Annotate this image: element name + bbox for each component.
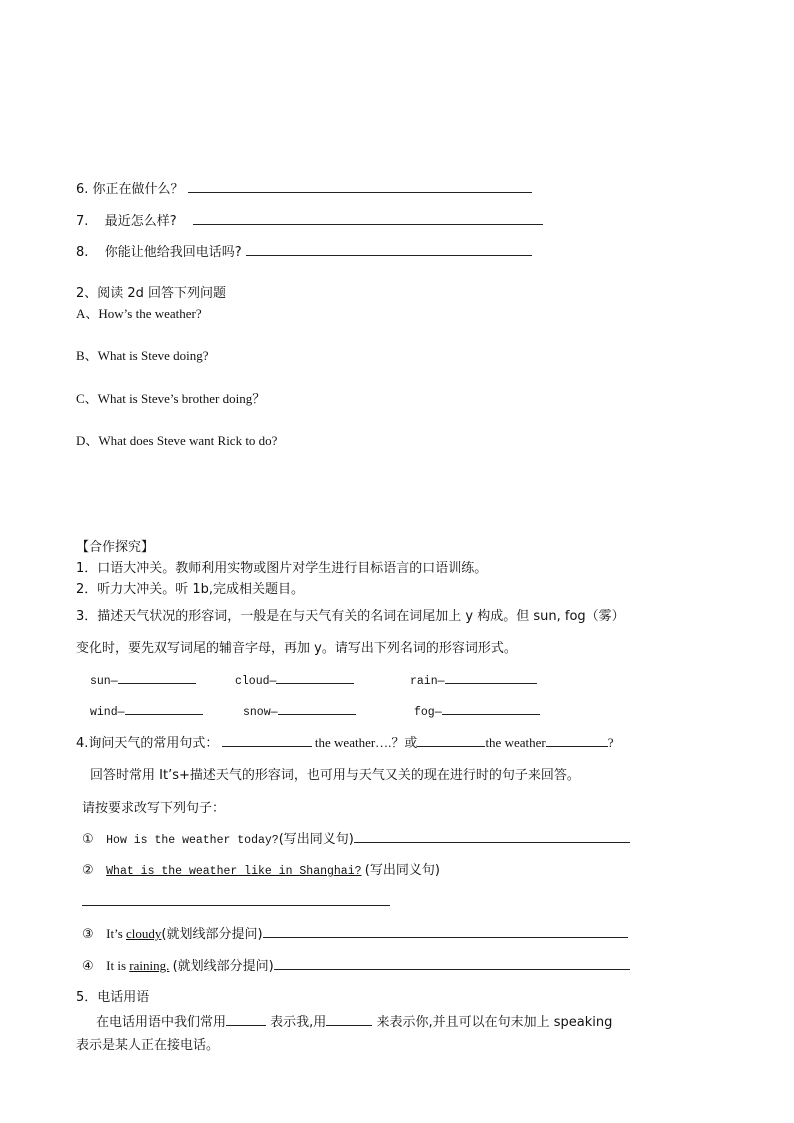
word-fog-blank[interactable] bbox=[442, 701, 540, 715]
word-snow bbox=[243, 701, 356, 719]
rewrite-3 bbox=[82, 923, 628, 942]
item-4-instruction: 请按要求改写下列句子： bbox=[82, 801, 226, 816]
explore-item-3-line-2: 变化时，要先双写词尾的辅音字母，再加 y。请写出下列名词的形容词形式。 bbox=[76, 641, 517, 656]
question-8-number: 8. bbox=[76, 245, 89, 260]
word-rain bbox=[410, 670, 537, 688]
word-snow-label: snow— bbox=[243, 706, 278, 719]
item-4-blank-2[interactable] bbox=[417, 733, 485, 747]
question-7 bbox=[76, 210, 543, 229]
item-4-mid-2: the weather bbox=[485, 735, 546, 750]
section-title: 【合作探究】 bbox=[76, 540, 155, 555]
word-wind-label: wind— bbox=[90, 706, 125, 719]
item-4-mid-1: the weather….？或 bbox=[314, 735, 418, 750]
answer-blank-8[interactable] bbox=[246, 242, 532, 256]
rewrite-1 bbox=[82, 828, 630, 847]
word-rain-blank[interactable] bbox=[445, 670, 537, 684]
question-6 bbox=[76, 178, 532, 197]
word-sun-label: sun— bbox=[90, 675, 118, 688]
item-4-blank-1[interactable] bbox=[222, 733, 312, 747]
rewrite-4-prefix: It is bbox=[106, 958, 127, 973]
rewrite-1-sentence: How is the weather today? bbox=[106, 834, 279, 847]
rewrite-3-blank[interactable] bbox=[263, 924, 628, 938]
rewrite-4-underlined: raining. bbox=[129, 958, 170, 973]
reading-question-d: D、What does Steve want Rick to do? bbox=[76, 433, 278, 448]
question-6-text: 你正在做什么？ bbox=[92, 182, 184, 197]
rewrite-4 bbox=[82, 955, 630, 974]
rewrite-1-number: ① bbox=[82, 832, 94, 847]
rewrite-2-instruction: (写出同义句) bbox=[364, 863, 440, 878]
item-5-text-a: 在电话用语中我们常用 bbox=[96, 1015, 227, 1030]
rewrite-4-instruction: (就划线部分提问) bbox=[172, 959, 274, 974]
reading-question-b: B、What is Steve doing? bbox=[76, 348, 209, 363]
item-5-blank-1[interactable] bbox=[226, 1012, 266, 1026]
explore-item-4 bbox=[76, 732, 614, 751]
rewrite-2-blank[interactable] bbox=[82, 892, 390, 906]
question-6-number: 6. bbox=[76, 182, 89, 197]
reading-question-a: A、How’s the weather? bbox=[76, 306, 202, 321]
question-7-number: 7. bbox=[76, 214, 89, 229]
rewrite-3-prefix: It’s bbox=[106, 926, 123, 941]
word-snow-blank[interactable] bbox=[278, 701, 356, 715]
explore-item-5-line-2: 表示是某人正在接电话。 bbox=[76, 1038, 220, 1053]
word-rain-label: rain— bbox=[410, 675, 445, 688]
rewrite-3-underlined: cloudy bbox=[126, 926, 162, 941]
word-wind bbox=[90, 701, 203, 719]
word-sun-blank[interactable] bbox=[118, 670, 196, 684]
item-4-answer-line: 回答时常用 It’s+描述天气的形容词，也可用与天气又关的现在进行时的句子来回答。 bbox=[90, 768, 580, 783]
answer-blank-6[interactable] bbox=[188, 179, 532, 193]
word-sun bbox=[90, 670, 196, 688]
word-fog-label: fog— bbox=[414, 706, 442, 719]
item-5-text-b: 表示我,用 bbox=[270, 1015, 327, 1030]
rewrite-4-number: ④ bbox=[82, 959, 94, 974]
reading-question-c: C、What is Steve’s brother doing？ bbox=[76, 391, 266, 406]
reading-title: 2、阅读 2d 回答下列问题 bbox=[76, 286, 227, 301]
item-5-text-c: 来表示你,并且可以在句末加上 speaking bbox=[376, 1015, 613, 1030]
rewrite-2-sentence: What is the weather like in Shanghai? bbox=[106, 865, 362, 878]
rewrite-3-instruction: (就划线部分提问) bbox=[161, 927, 263, 942]
explore-item-5-title: 5．电话用语 bbox=[76, 990, 150, 1005]
question-7-text: 最近怎么样? bbox=[104, 214, 177, 229]
item-4-blank-3[interactable] bbox=[546, 733, 608, 747]
rewrite-1-blank[interactable] bbox=[354, 829, 630, 843]
item-5-blank-2[interactable] bbox=[326, 1012, 372, 1026]
word-wind-blank[interactable] bbox=[125, 701, 203, 715]
rewrite-2-number: ② bbox=[82, 863, 94, 878]
rewrite-3-number: ③ bbox=[82, 927, 94, 942]
rewrite-2 bbox=[82, 859, 440, 878]
rewrite-4-blank[interactable] bbox=[274, 956, 630, 970]
item-4-end: ? bbox=[607, 735, 614, 750]
explore-item-2: 2．听力大冲关。听 1b,完成相关题目。 bbox=[76, 582, 305, 597]
explore-item-1: 1．口语大冲关。教师利用实物或图片对学生进行目标语言的口语训练。 bbox=[76, 561, 488, 576]
word-cloud-label: cloud— bbox=[235, 675, 277, 688]
explore-item-3-line-1: 3．描述天气状况的形容词，一般是在与天气有关的名词在词尾加上 y 构成。但 sun, fog（雾） bbox=[76, 609, 625, 624]
word-cloud-blank[interactable] bbox=[276, 670, 354, 684]
answer-blank-7[interactable] bbox=[193, 211, 543, 225]
question-8 bbox=[76, 241, 532, 260]
word-cloud bbox=[235, 670, 354, 688]
question-8-text: 你能让他给我回电话吗? bbox=[104, 245, 242, 260]
explore-item-5-line-1 bbox=[96, 1011, 612, 1030]
item-4-prefix: 4.询问天气的常用句式： bbox=[76, 736, 219, 751]
rewrite-1-instruction: (写出同义句) bbox=[278, 832, 354, 847]
word-fog bbox=[414, 701, 540, 719]
